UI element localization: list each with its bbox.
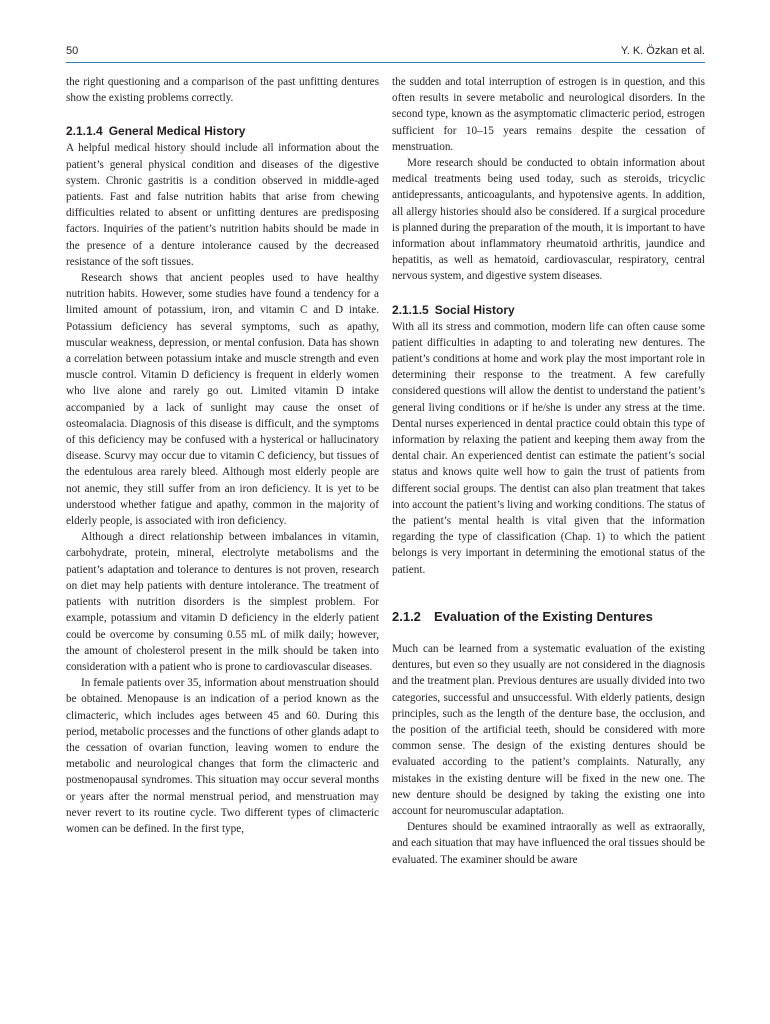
header-rule	[66, 62, 705, 63]
paragraph: A helpful medical history should include all information about the patient’s general physical condition and diseases of the digestive system. Chronic gastritis is a condition observed in middle-aged patients. Fast and false nutrition habits that arise from chewing difficulties related to absent or unfitting dentures are predisposing factors. Inquiries of the patient’s nutrition habits should be made in the presence of a denture intolerance caused by the decreased resistance of the soft tissues.	[66, 142, 379, 268]
paragraph: More research should be conducted to obtain information about medical treatments being used today, such as steroids, tricyclic antidepressants, anticoagulants, and hypotensive agents. In addition, all allergy histories should also be considered. If a surgical procedure is planned during the preparation of the mouth, it is important to have information about inflammatory rheumatoid arthritis, jaundice and hepatitis, as well as hematoid, cardiovascular, respiratory, central nervous system, and digestive system diseases.	[392, 157, 705, 283]
paragraph: Research shows that ancient peoples used to have healthy nutrition habits. However, some studies have found a tendency for a limited amount of potassium, iron, and vitamin C and D intake. Potassium deficiency has several symptoms, such as apathy, muscular weakness, depression, or mental confusion. Data has shown a correlation between potassium intake and muscle strength and even muscle control. Vitamin D deficiency is frequent in elderly women who live alone and rarely go out. Limited vitamin D intake accompanied by a lack of sunlight may cause the onset of osteomalacia. Diagnosis of this disease is difficult, and the symptoms of this deficiency may be confused with a hysterical or hallucinatory disease. Scurvy may occur due to vitamin C deficiency, but tissues of the edentulous area rarely bleed. Although most elderly people are not anemic, they still suffer from an iron deficiency. It is yet to be understood whether fatigue and apathy, common in the majority of elderly people, is associated with iron deficiency.	[66, 272, 379, 528]
running-authors: Y. K. Özkan et al.	[620, 45, 705, 57]
paragraph: the right questioning and a comparison of the past unfitting dentures show the existing problems correctly.	[66, 76, 379, 105]
section-heading-general-medical-history: 2.1.1.4 General Medical History	[66, 124, 246, 139]
paragraph: In female patients over 35, information about menstruation should be obtained. Menopause is an indication of a period known as the climacteric, which includes ages between 45 and 60. During this period, metabolic processes and the functions of other glands adapt to the cessation of ovarian function, leaving women to endure the metabolic and neurological changes that form the climacteric and postmenopausal syndromes. This situation may occur several months or years after the normal menstrual period, and menstruation may never revert to its routine cycle. Two different types of climacteric women can be defined. In the first type,	[66, 677, 379, 835]
paragraph: Although a direct relationship between imbalances in vitamin, carbohydrate, protein, mineral, electrolyte metabolisms and the patient’s adaptation and tolerance to dentures is not proven, research on diet may help patients with denture intolerance. The treatment of patients with nutrition disorders is the simplest problem. For example, potassium and vitamin D deficiency in the elderly patient could be overcome by consuming 0.55 mL of milk daily; however, the amount of cholesterol present in the milk should be taken into consideration with a patient who is prone to cardiovascular diseases.	[66, 531, 379, 673]
page-number: 50	[66, 45, 79, 57]
paragraph: Dentures should be examined intraorally as well as extraorally, and each situation that may have influenced the oral tissues should be evaluated. The examiner should be aware	[392, 821, 705, 866]
right-column	[392, 74, 705, 868]
section-heading-social-history: 2.1.1.5 Social History	[392, 302, 515, 317]
paragraph: the sudden and total interruption of estrogen is in question, and this often results in severe metabolic and neurological disorders. In the second type, known as the asymptomatic climacteric period, estrogen sufficient for 10–15 years remains despite the cessation of menstruation.	[392, 76, 705, 153]
paragraph: Much can be learned from a systematic evaluation of the existing dentures, but even so they usually are not considered in the diagnosis and the treatment plan. Previous dentures are usually divided into two categories, successful and unsuccessful. With elderly patients, design principles, such as the length of the denture base, the occlusion, and the position of the artificial teeth, should be considered with more common sense. The design of the existing dentures should be evaluated according to the patient’s complaints. Naturally, any mistakes in the existing denture will be fixed in the new one. The new denture should be designed by taking the existing one into account for neuromuscular adaptation.	[392, 642, 705, 817]
section-heading-evaluation-existing-dentures	[392, 608, 705, 626]
paragraph: With all its stress and commotion, modern life can often cause some patient difficulties in adapting to and tolerating new dentures. The patient’s conditions at home and work play the most important role in determining their response to the treatment. A few carefully considered questions will allow the dentist to understand the patient’s general living conditions or if he/she is under any stress at the time. Dental nurses experienced in dental practice could obtain this type of information by relaxing the patient and keeping them away from the dental chair. An experienced dentist can estimate the patient’s social status and knows quite well how to gain the trust of patients from different social groups. The dentist can also plan treatment that takes into account the patient’s living and working conditions. The status of the patient’s mental health is vital given that the information regarding the type of classification (Chap. 1) to which the patient belongs is very important in determining the emotional status of the patient.	[392, 320, 705, 576]
section-title: Evaluation of the Existing Dentures	[434, 608, 653, 624]
left-column	[66, 74, 379, 837]
section-number: 2.1.2	[392, 608, 421, 624]
running-header	[66, 43, 705, 62]
